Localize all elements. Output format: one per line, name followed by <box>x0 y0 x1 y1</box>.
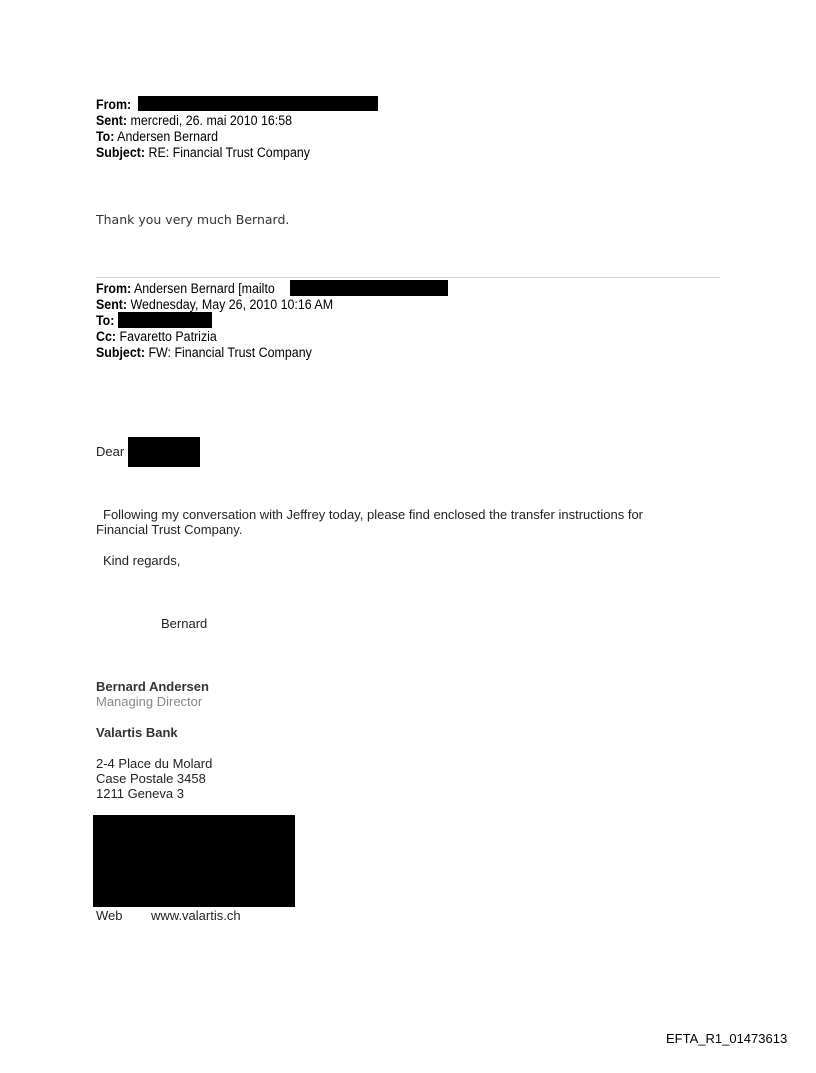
address-line1: 2-4 Place du Molard <box>96 756 213 771</box>
signature-company: Valartis Bank <box>96 725 178 740</box>
message-divider <box>96 277 720 278</box>
cc-label: Cc: <box>96 329 117 344</box>
redaction-box <box>128 437 200 467</box>
document-id: EFTA_R1_01473613 <box>666 1031 788 1046</box>
web-label: Web <box>96 908 123 923</box>
header1-to <box>96 129 218 145</box>
header1-from <box>96 97 131 113</box>
closing: Kind regards, <box>103 553 181 568</box>
sent-label: Sent: <box>96 297 128 312</box>
sent-value: mercredi, 26. mai 2010 16:58 <box>130 113 293 128</box>
from-label: From: <box>96 97 132 112</box>
signature-title: Managing Director <box>96 694 203 709</box>
to-value: Andersen Bernard <box>117 129 218 144</box>
header1-sent <box>96 113 292 129</box>
redaction-box <box>93 815 295 907</box>
header2-sent <box>96 297 333 313</box>
header2-subject <box>96 345 312 361</box>
header2-from <box>96 281 275 297</box>
from-value: Andersen Bernard [mailto <box>133 281 275 296</box>
from-label: From: <box>96 281 132 296</box>
cc-value: Favaretto Patrizia <box>119 329 217 344</box>
redaction-box <box>118 312 212 328</box>
redaction-box <box>290 280 448 296</box>
sent-value: Wednesday, May 26, 2010 10:16 AM <box>130 297 334 312</box>
subject-label: Subject: <box>96 345 146 360</box>
signoff: Bernard <box>161 616 208 631</box>
subject-value: FW: Financial Trust Company <box>148 345 312 360</box>
header1-subject <box>96 145 310 161</box>
signature-name: Bernard Andersen <box>96 679 209 694</box>
body-paragraph-line2: Financial Trust Company. <box>96 522 243 537</box>
body-paragraph-line1: Following my conversation with Jeffrey today, please find enclosed the transfer instructions for <box>103 507 644 522</box>
subject-value: RE: Financial Trust Company <box>148 145 311 160</box>
greeting: Dear <box>96 444 125 459</box>
address-line2: Case Postale 3458 <box>96 771 206 786</box>
sent-label: Sent: <box>96 113 128 128</box>
to-label: To: <box>96 313 115 328</box>
to-label: To: <box>96 129 115 144</box>
header2-to <box>96 313 114 329</box>
redaction-box <box>138 96 378 111</box>
header2-cc <box>96 329 217 345</box>
reply-text: Thank you very much Bernard. <box>96 212 290 227</box>
subject-label: Subject: <box>96 145 146 160</box>
address-line3: 1211 Geneva 3 <box>96 786 184 801</box>
web-link[interactable]: www.valartis.ch <box>151 908 241 923</box>
